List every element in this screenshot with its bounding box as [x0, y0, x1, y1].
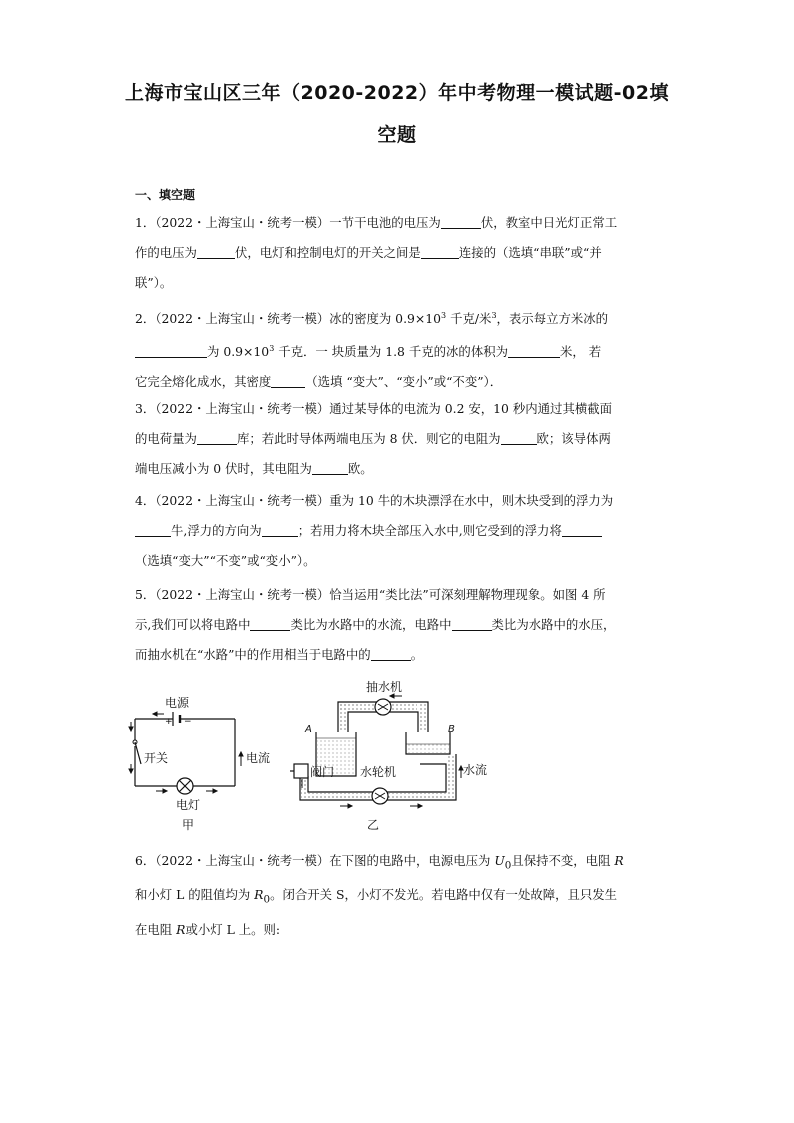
q6-text-e: 在电阻	[135, 921, 177, 937]
q6-text-c: 和小灯 L 的阻值均为	[135, 887, 255, 903]
question-2	[135, 301, 663, 397]
title-line-2: 空题	[377, 124, 417, 146]
q2-sup-3: 3	[269, 344, 275, 354]
q6-text-d: 。闭合开关 S，小灯不发光。若电路中仅有一处故障，且只发生	[270, 887, 618, 903]
battery-plus-label: +	[165, 717, 173, 727]
q3-text-b: 的电荷量为	[135, 431, 197, 446]
q3-blank-3	[312, 460, 348, 475]
turbine-label: 水轮机	[360, 765, 397, 779]
q2-blank-1	[135, 343, 207, 358]
question-6	[135, 846, 663, 945]
q5-blank-3	[371, 646, 411, 661]
lamp-icon	[177, 778, 193, 794]
q2-sup-1: 3	[441, 311, 447, 320]
q2-text-f: 米， 若	[560, 344, 602, 360]
q1-blank-1	[441, 214, 481, 229]
q5-blank-2	[452, 616, 492, 631]
q2-blank-2	[508, 343, 560, 358]
question-3	[135, 394, 663, 484]
water-flow-label: 水流	[463, 763, 488, 777]
section-heading: 一、填空题	[135, 188, 196, 202]
q1-text-d: 伏，电灯和控制电灯的开关之间是	[234, 245, 421, 260]
q6-text-f: 或小灯 L 上。则:	[185, 921, 281, 937]
q5-blank-1	[250, 616, 290, 631]
water-caption: 乙	[367, 818, 380, 832]
title-line-1: 上海市宝山区三年（2020-2022）年中考物理一模试题-02填	[125, 82, 669, 104]
q6-symbol-r0: R	[254, 887, 264, 903]
battery-minus-label: −	[184, 717, 192, 727]
q3-text-f: 欧。	[347, 461, 373, 476]
q6-symbol-r2: R	[176, 921, 186, 937]
q2-text-a: 2．（2022・上海宝山・统考一模）冰的密度为 0.9×10	[135, 311, 442, 327]
lamp-label: 电灯	[176, 798, 201, 812]
q5-text-b: 示,我们可以将电路中	[135, 617, 251, 632]
switch-label: 开关	[144, 751, 169, 765]
switch-icon	[133, 740, 141, 764]
q4-text-a: 4．（2022・上海宝山・统考一模）重为 10 牛的木块漂浮在水中，则木块受到的浮力为	[135, 493, 614, 508]
power-source-label: 电源	[165, 696, 190, 710]
q1-text-a: 1．（2022・上海宝山・统考一模）一节干电池的电压为	[135, 215, 441, 230]
valve-icon	[294, 764, 308, 778]
q2-text-c: ，表示每立方米冰的	[496, 311, 609, 327]
q2-sup-2: 3	[491, 311, 497, 320]
q2-blank-3	[271, 373, 305, 388]
q5-text-c: 类比为水路中的水流，电路中	[290, 617, 452, 632]
current-label: 电流	[246, 751, 271, 765]
q1-text-f: 联”）。	[135, 275, 173, 290]
q4-blank-3	[562, 522, 602, 537]
q1-text-c: 作的电压为	[135, 245, 197, 260]
q2-text-e: 千克．一 块质量为 1.8 千克的冰的体积为	[274, 344, 508, 360]
q5-text-a: 5．（2022・上海宝山・统考一模）恰当运用“类比法”可深刻理解物理现象。如图 4 所	[135, 587, 606, 602]
pump-icon	[375, 699, 391, 715]
container-b-label: B	[448, 724, 455, 735]
q1-text-b: 伏，教室中日光灯正常工	[480, 215, 618, 230]
q3-text-c: 库；若此时导体两端电压为 8 伏．则它的电阻为	[236, 431, 501, 446]
q2-text-d: 为 0.9×10	[207, 344, 270, 360]
q3-blank-2	[501, 430, 537, 445]
turbine-icon	[372, 788, 388, 804]
q3-blank-1	[197, 430, 237, 445]
q2-text-g: 它完全熔化成水，其密度	[135, 374, 272, 390]
q5-text-e: 而抽水机在“水路”中的作用相当于电路中的	[135, 647, 371, 662]
q6-symbol-u: U	[494, 853, 505, 868]
q2-text-b: 千克/米	[446, 311, 492, 327]
q4-blank-1	[135, 522, 171, 537]
container-a-label: A	[305, 724, 312, 735]
question-4	[135, 486, 663, 576]
q6-text-a: 6．（2022・上海宝山・统考一模）在下图的电路中，电源电压为	[135, 853, 495, 868]
q3-text-a: 3．（2022・上海宝山・统考一模）通过某导体的电流为 0.2 安，10 秒内通过其横截面	[135, 401, 613, 416]
pump-label: 抽水机	[366, 680, 403, 694]
q3-text-e: 端电压减小为 0 伏时，其电阻为	[135, 461, 312, 476]
q4-blank-2	[262, 522, 298, 537]
q2-text-h: （选填 “变大”、“变小”或“不变”）．	[305, 374, 503, 390]
circuit-caption: 甲	[182, 818, 195, 832]
question-5	[135, 580, 663, 670]
q6-symbol-u-sub: 0	[504, 859, 512, 872]
q6-symbol-r0-sub: 0	[263, 893, 271, 906]
q1-blank-2	[197, 244, 235, 259]
document-title	[120, 72, 674, 156]
q4-text-d: （选填“变大”“不变”或“变小”）。	[135, 553, 316, 568]
q1-blank-3	[421, 244, 459, 259]
water-circuit-diagram	[290, 694, 463, 808]
q1-text-e: 连接的（选填“串联”或“并	[458, 245, 602, 260]
figure-circuit-water-analogy	[120, 676, 488, 836]
q4-text-b: 牛,浮力的方向为	[171, 523, 262, 538]
q5-text-d: 类比为水路中的水压，	[491, 617, 616, 632]
q5-text-f: 。	[410, 647, 424, 662]
q3-text-d: 欧；该导体两	[536, 431, 611, 446]
q6-text-b: 且保持不变，电阻	[511, 853, 615, 868]
q6-symbol-r: R	[614, 853, 624, 868]
battery-icon	[173, 712, 180, 726]
q4-text-c: ；若用力将木块全部压入水中,则它受到的浮力将	[297, 523, 562, 538]
question-1	[135, 208, 663, 298]
valve-label: 阀门	[310, 765, 335, 779]
